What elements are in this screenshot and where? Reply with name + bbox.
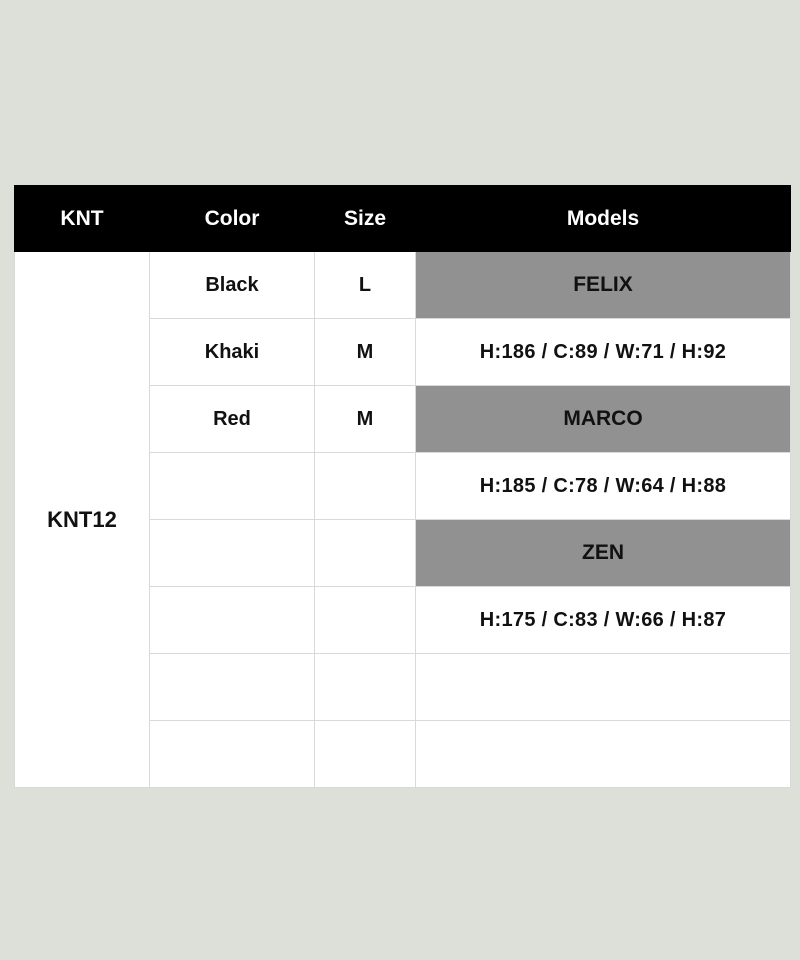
cell-color <box>150 587 315 654</box>
column-header-color: Color <box>150 186 315 252</box>
column-header-knt: KNT <box>15 186 150 252</box>
cell-color <box>150 453 315 520</box>
cell-model: FELIX <box>416 252 791 319</box>
table-header-row <box>15 186 791 252</box>
cell-size <box>315 721 416 788</box>
cell-size <box>315 587 416 654</box>
cell-size <box>315 453 416 520</box>
cell-model: H:175 / C:83 / W:66 / H:87 <box>416 587 791 654</box>
cell-color: Khaki <box>150 319 315 386</box>
column-header-models: Models <box>416 186 791 252</box>
cell-model: ZEN <box>416 520 791 587</box>
cell-model: H:186 / C:89 / W:71 / H:92 <box>416 319 791 386</box>
table-body <box>15 252 791 788</box>
cell-color: Red <box>150 386 315 453</box>
cell-color <box>150 654 315 721</box>
cell-knt-code: KNT12 <box>15 252 150 788</box>
cell-size <box>315 654 416 721</box>
cell-size: L <box>315 252 416 319</box>
cell-model: H:185 / C:78 / W:64 / H:88 <box>416 453 791 520</box>
cell-size: M <box>315 319 416 386</box>
cell-model: MARCO <box>416 386 791 453</box>
cell-size <box>315 520 416 587</box>
cell-color: Black <box>150 252 315 319</box>
cell-model <box>416 654 791 721</box>
column-header-size: Size <box>315 186 416 252</box>
table-row <box>15 252 791 319</box>
cell-size: M <box>315 386 416 453</box>
cell-color <box>150 721 315 788</box>
product-spec-table <box>14 185 791 788</box>
cell-color <box>150 520 315 587</box>
cell-model <box>416 721 791 788</box>
table-header <box>15 186 791 252</box>
